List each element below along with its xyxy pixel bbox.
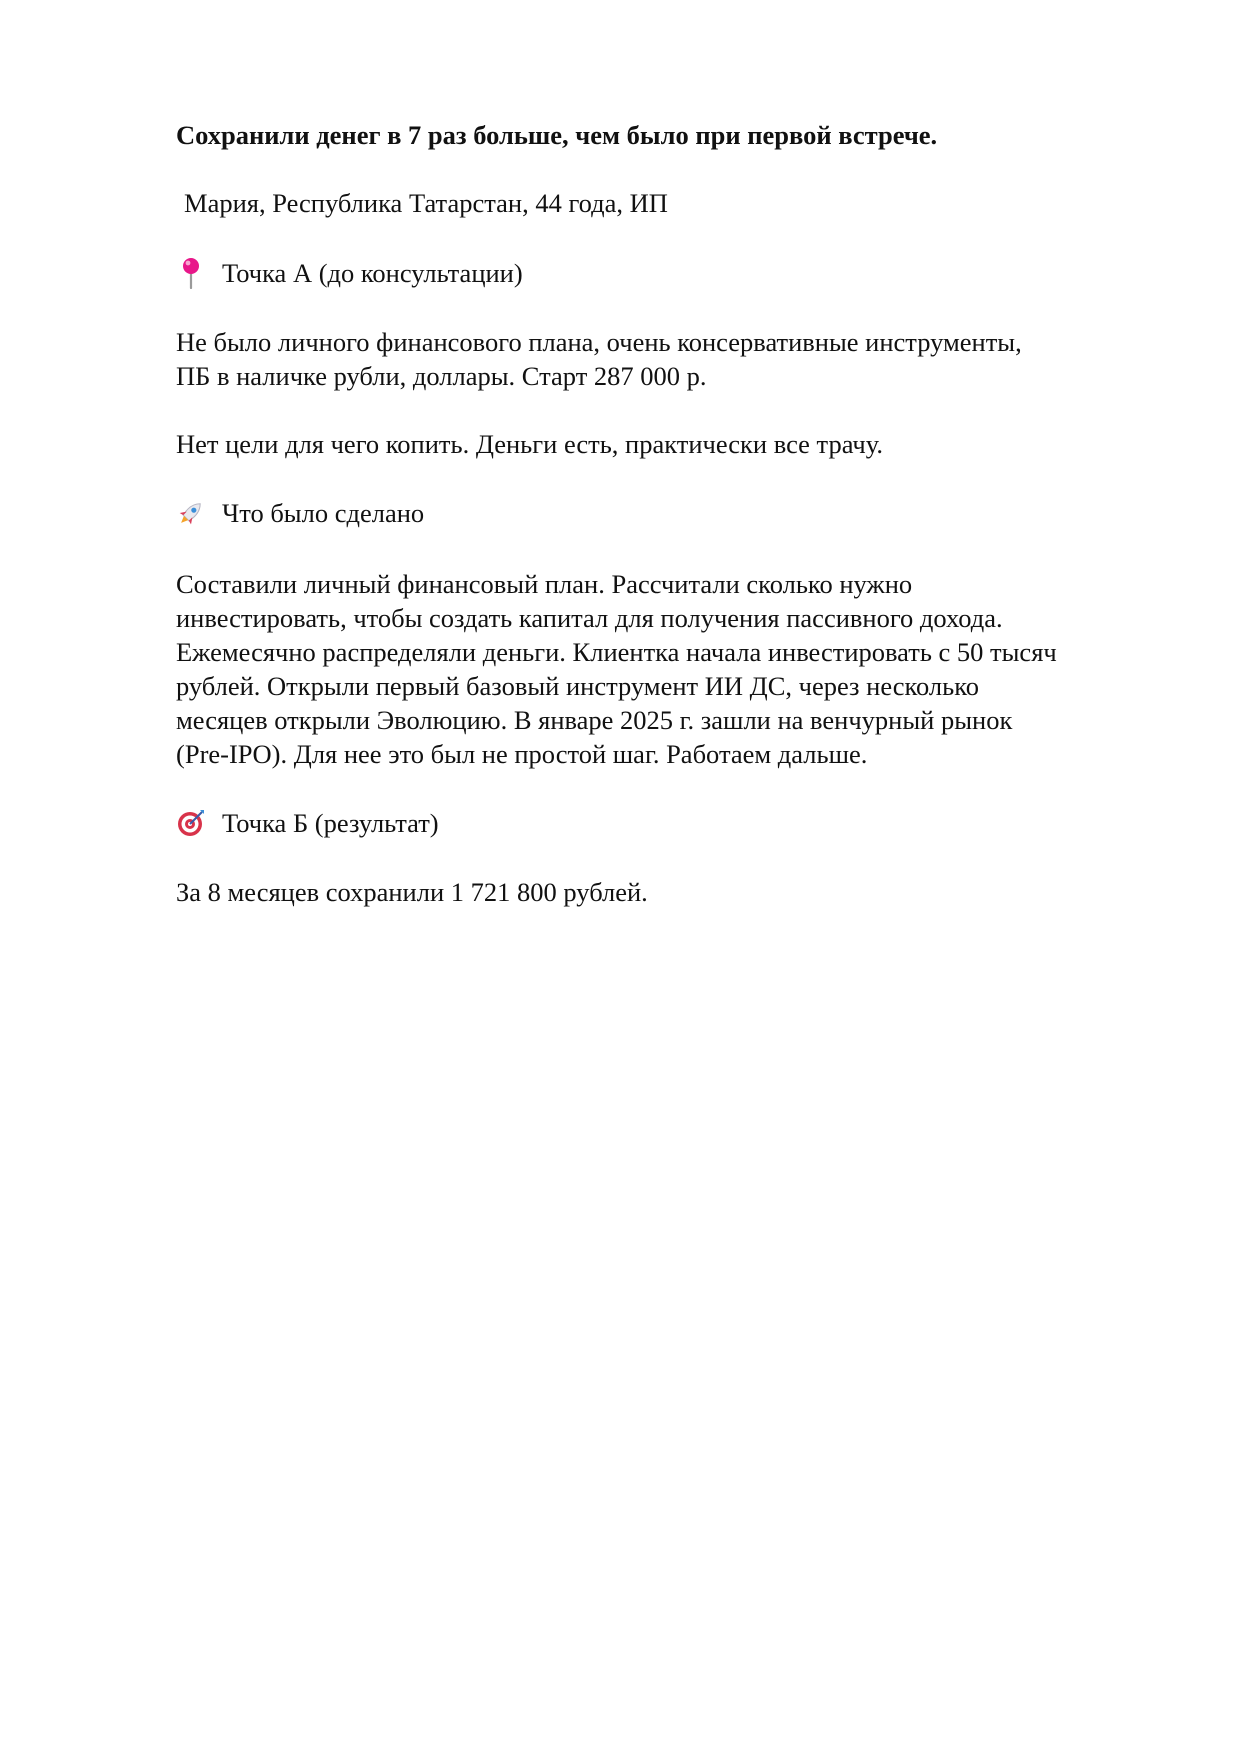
section-a-heading bbox=[176, 256, 523, 290]
text-line: ПБ в наличке рубли, доллары. Старт 287 000 р. bbox=[176, 361, 707, 391]
section-b-paragraph bbox=[176, 875, 648, 909]
text-line: Нет цели для чего копить. Деньги есть, практически все трачу. bbox=[176, 429, 883, 459]
section-b-heading bbox=[176, 806, 439, 840]
text-line: Не было личного финансового плана, очень консервативные инструменты, bbox=[176, 327, 1022, 357]
text-line: инвестировать, чтобы создать капитал для получения пассивного дохода. bbox=[176, 603, 1003, 633]
text-line: Ежемесячно распределяли деньги. Клиентка начала инвестировать с 50 тысяч bbox=[176, 637, 1057, 667]
section-a-paragraph-1 bbox=[176, 325, 1022, 393]
section-done-heading-text: Что было сделано bbox=[222, 498, 425, 528]
pushpin-icon bbox=[176, 256, 206, 290]
rocket-icon bbox=[176, 496, 206, 530]
section-done-paragraph bbox=[176, 567, 1057, 771]
text-line: (Pre-IPO). Для нее это был не простой шаг. Работаем дальше. bbox=[176, 739, 868, 769]
section-done-heading bbox=[176, 496, 424, 530]
target-icon bbox=[176, 806, 206, 840]
text-line: За 8 месяцев сохранили 1 721 800 рублей. bbox=[176, 877, 648, 907]
text-line: Составили личный финансовый план. Рассчитали сколько нужно bbox=[176, 569, 913, 599]
section-a-paragraph-2 bbox=[176, 427, 883, 461]
section-a-heading-text: Точка А (до консультации) bbox=[222, 258, 523, 288]
section-b-heading-text: Точка Б (результат) bbox=[222, 808, 439, 838]
document-title: Сохранили денег в 7 раз больше, чем было при первой встрече. bbox=[176, 120, 938, 150]
text-line: рублей. Открыли первый базовый инструмент ИИ ДС, через несколько bbox=[176, 671, 980, 701]
text-line: месяцев открыли Эволюцию. В январе 2025 г. зашли на венчурный рынок bbox=[176, 705, 1013, 735]
client-info: Мария, Республика Татарстан, 44 года, ИП bbox=[184, 188, 668, 218]
